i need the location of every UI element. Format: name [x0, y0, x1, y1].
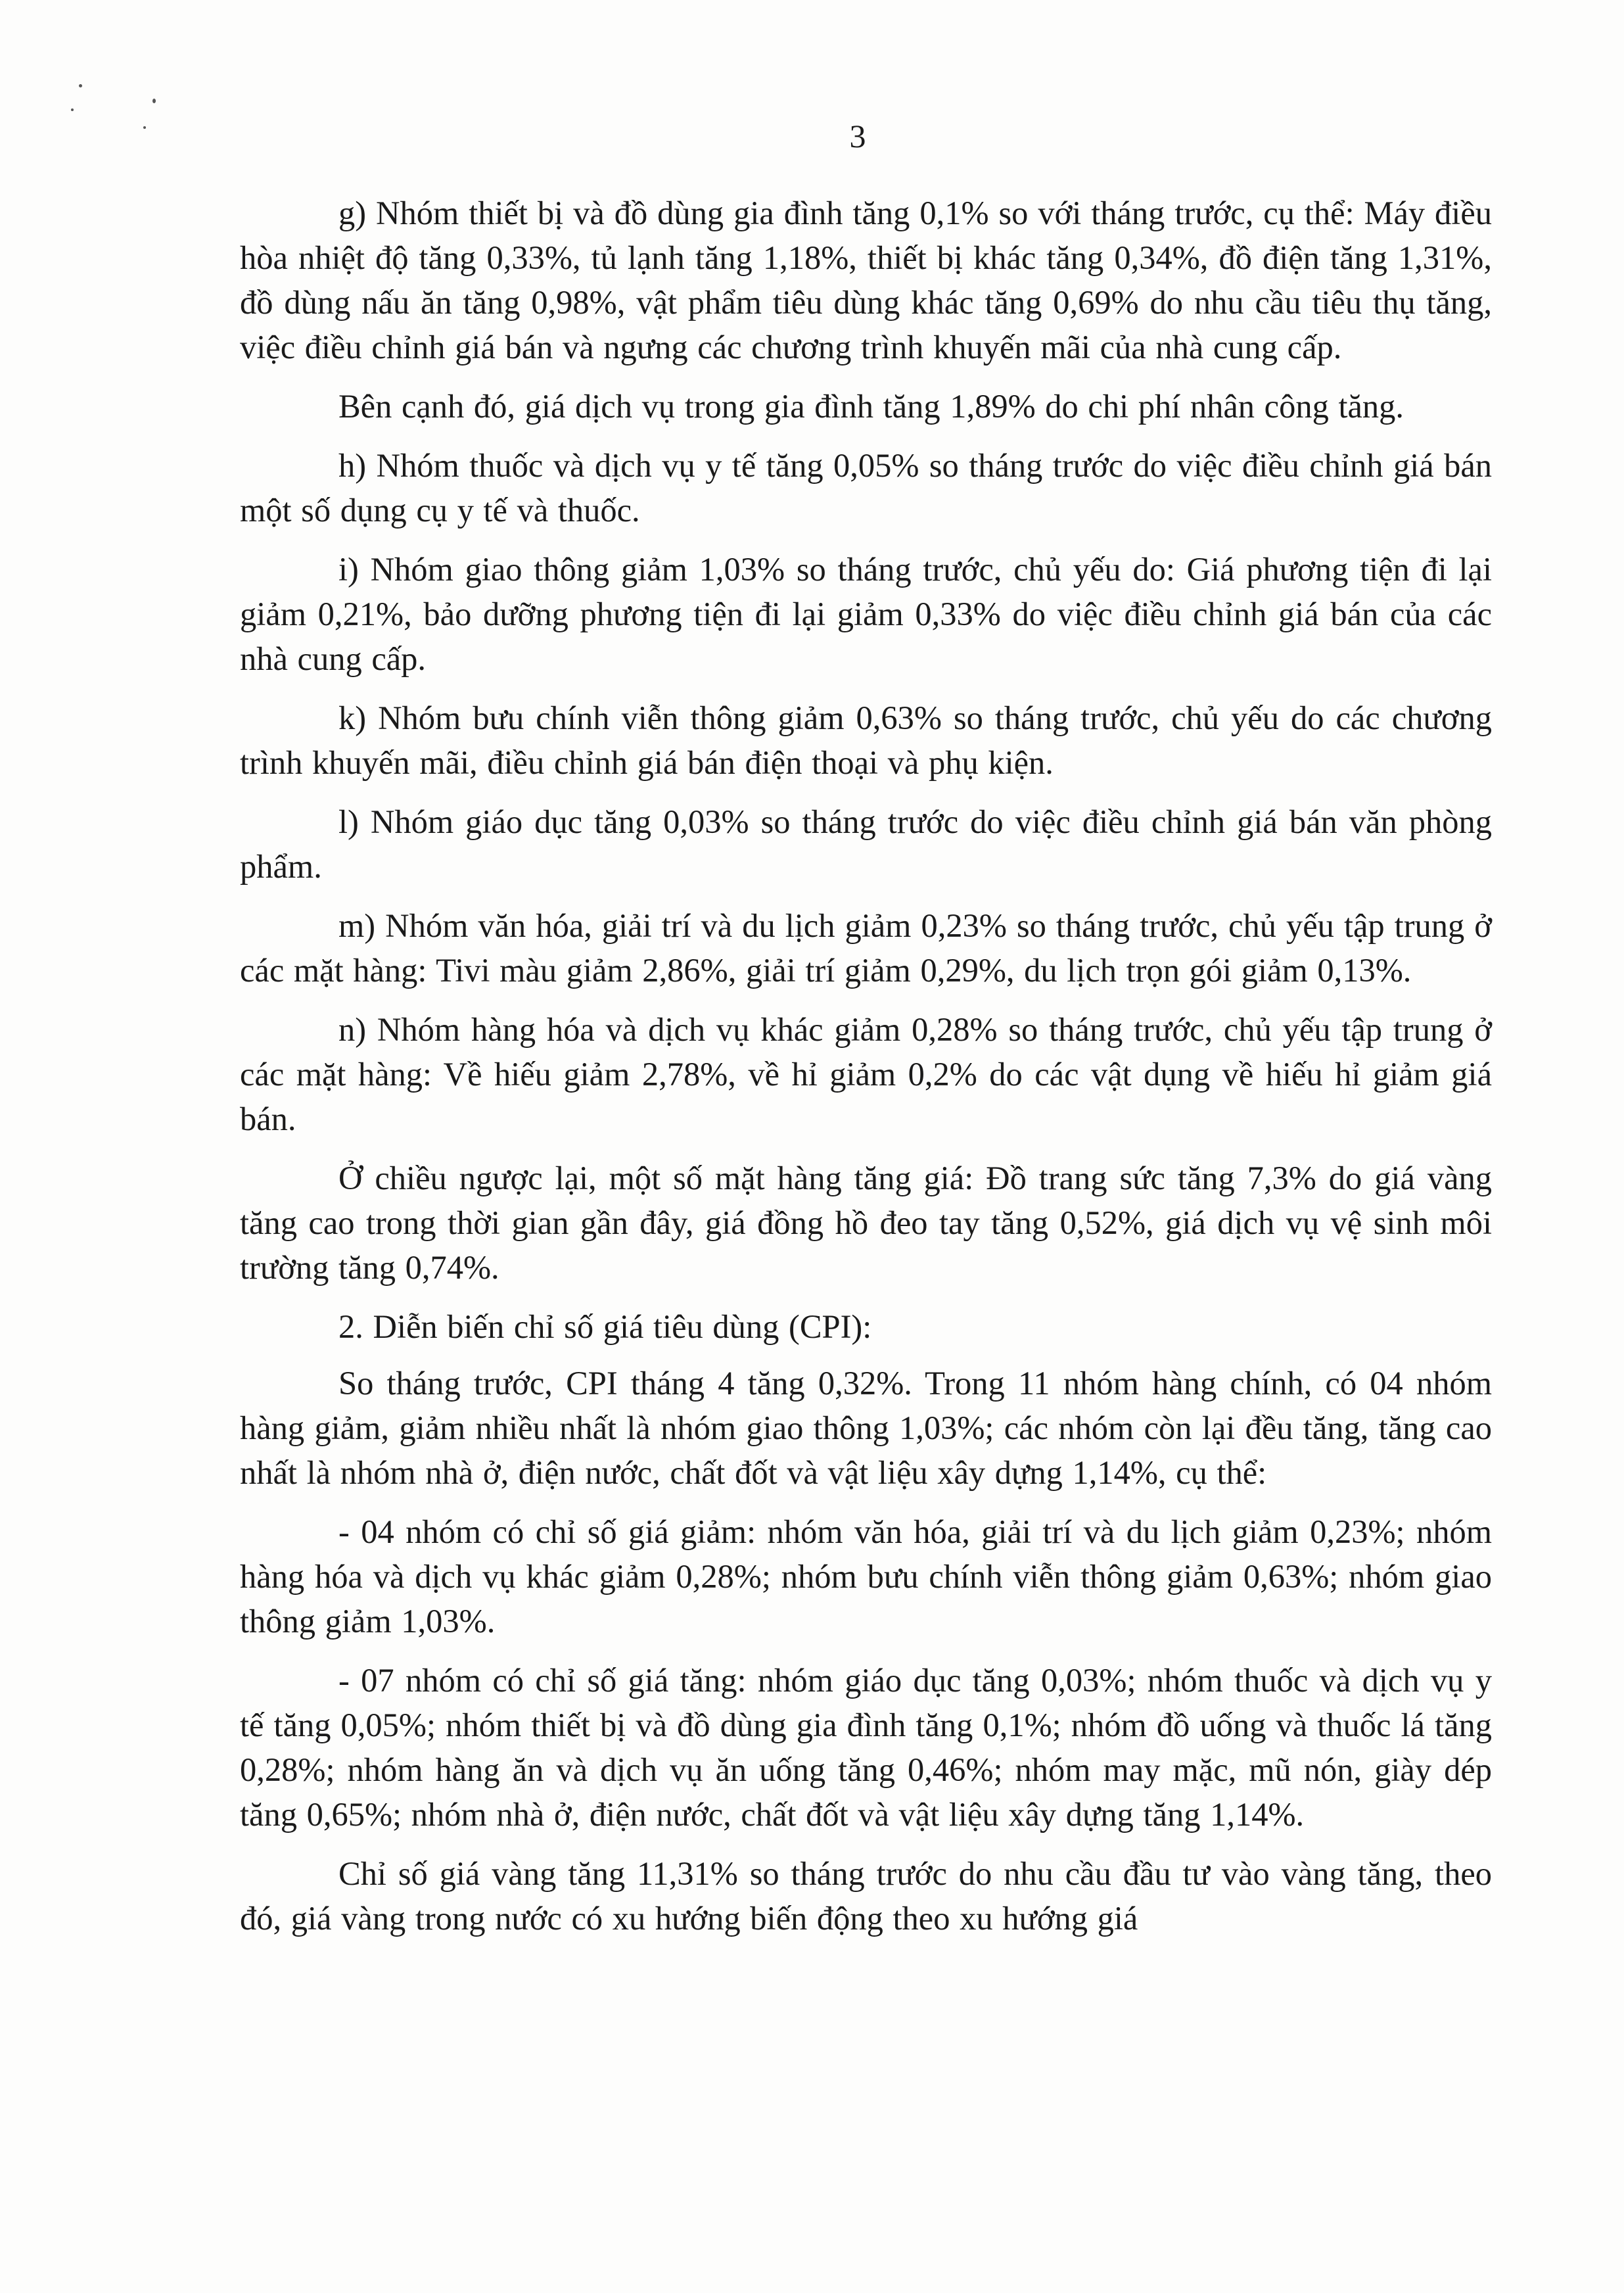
scan-speck [152, 99, 156, 103]
paragraph-cpi-overview: So tháng trước, CPI tháng 4 tăng 0,32%. Trong 11 nhóm hàng chính, có 04 nhóm hàng giảm, giảm nhiều nhất là nhóm giao thông 1,03%; các nhóm còn lại đều tăng, tăng cao nhất là nhóm nhà ở, điện nước, chất đốt và vật liệu xây dựng 1,14%, cụ thể: [240, 1365, 1492, 1491]
paragraph-k-telecom: k) Nhóm bưu chính viễn thông giảm 0,63% so tháng trước, chủ yếu do các chương trình khuyến mãi, điều chỉnh giá bán điện thoại và phụ kiện. [240, 699, 1492, 781]
paragraph-decreasing-groups: - 04 nhóm có chỉ số giá giảm: nhóm văn hóa, giải trí và du lịch giảm 0,23%; nhóm hàng hóa và dịch vụ khác giảm 0,28%; nhóm bưu chính viễn thông giảm 0,63%; nhóm giao thông giảm 1,03%. [240, 1513, 1492, 1640]
paragraph-l-education: l) Nhóm giáo dục tăng 0,03% so tháng trước do việc điều chỉnh giá bán văn phòng phẩm. [240, 803, 1492, 885]
document-body [240, 191, 1492, 1955]
scan-speck [71, 108, 74, 111]
paragraph-n-other-goods: n) Nhóm hàng hóa và dịch vụ khác giảm 0,28% so tháng trước, chủ yếu tập trung ở các mặt hàng: Về hiếu giảm 2,78%, về hỉ giảm 0,2% do các vật dụng về hiếu hỉ giảm giá bán. [240, 1011, 1492, 1137]
page-number: 3 [849, 118, 866, 154]
section-heading-cpi: 2. Diễn biến chỉ số giá tiêu dùng (CPI): [338, 1308, 872, 1345]
scan-speck [79, 84, 82, 87]
paragraph-g-household-goods: g) Nhóm thiết bị và đồ dùng gia đình tăng 0,1% so với tháng trước, cụ thể: Máy điều hòa nhiệt độ tăng 0,33%, tủ lạnh tăng 1,18%, thiết bị khác tăng 0,34%, đồ điện tăng 1,31%, đồ dùng nấu ăn tăng 0,98%, vật phẩm tiêu dùng khác tăng 0,69% do nhu cầu tiêu thụ tăng, việc điều chỉnh giá bán và ngưng các chương trình khuyến mãi của nhà cung cấp. [240, 195, 1492, 366]
paragraph-price-increases: Ở chiều ngược lại, một số mặt hàng tăng giá: Đồ trang sức tăng 7,3% do giá vàng tăng cao trong thời gian gần đây, giá đồng hồ đeo tay tăng 0,52%, giá dịch vụ vệ sinh môi trường tăng 0,74%. [240, 1160, 1492, 1286]
paragraph-m-culture: m) Nhóm văn hóa, giải trí và du lịch giảm 0,23% so tháng trước, chủ yếu tập trung ở các mặt hàng: Tivi màu giảm 2,86%, giải trí giảm 0,29%, du lịch trọn gói giảm 0,13%. [240, 907, 1492, 989]
paragraph-gold-price: Chỉ số giá vàng tăng 11,31% so tháng trước do nhu cầu đầu tư vào vàng tăng, theo đó, giá vàng trong nước có xu hướng biến động theo xu hướng giá [240, 1855, 1492, 1937]
paragraph-h-medicine: h) Nhóm thuốc và dịch vụ y tế tăng 0,05% so tháng trước do việc điều chỉnh giá bán một số dụng cụ y tế và thuốc. [240, 447, 1492, 529]
paragraph-household-services: Bên cạnh đó, giá dịch vụ trong gia đình tăng 1,89% do chi phí nhân công tăng. [338, 388, 1404, 425]
scan-speck [143, 126, 146, 129]
paragraph-increasing-groups: - 07 nhóm có chỉ số giá tăng: nhóm giáo dục tăng 0,03%; nhóm thuốc và dịch vụ y tế tăng 0,05%; nhóm thiết bị và đồ dùng gia đình tăng 0,1%; nhóm đồ uống và thuốc lá tăng 0,28%; nhóm hàng ăn và dịch vụ ăn uống tăng 0,46%; nhóm may mặc, mũ nón, giày dép tăng 0,65%; nhóm nhà ở, điện nước, chất đốt và vật liệu xây dựng tăng 1,14%. [240, 1662, 1492, 1833]
paragraph-i-transport: i) Nhóm giao thông giảm 1,03% so tháng trước, chủ yếu do: Giá phương tiện đi lại giảm 0,21%, bảo dưỡng phương tiện đi lại giảm 0,33% do việc điều chỉnh giá bán của các nhà cung cấp. [240, 551, 1492, 677]
